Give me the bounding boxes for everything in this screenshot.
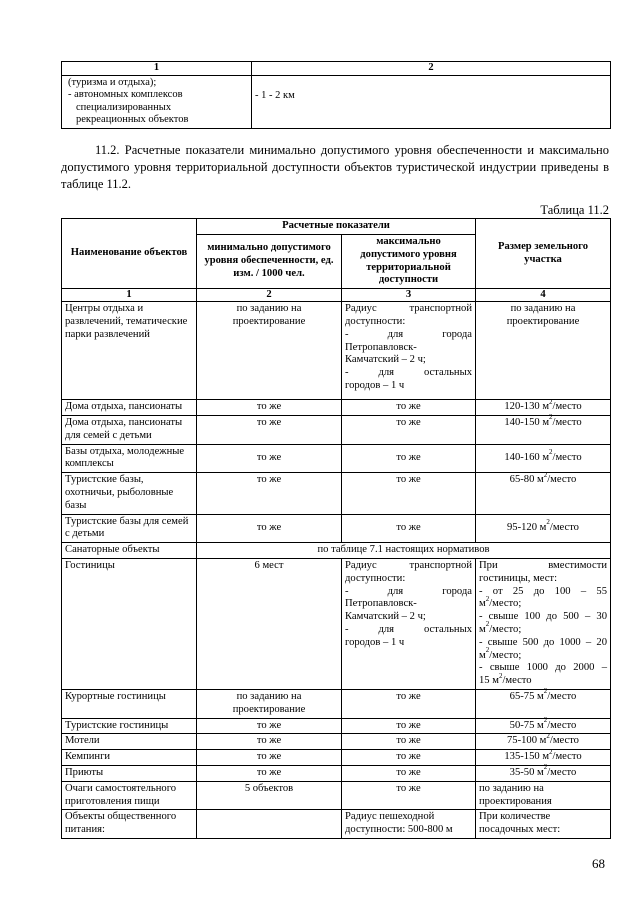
table-row [62, 781, 611, 810]
cell-merged: по таблице 7.1 настоящих нормативов [197, 543, 611, 559]
table-row [62, 444, 611, 473]
table-row [62, 718, 611, 734]
cell-max: то же [342, 734, 476, 750]
cell-min: то же [197, 734, 342, 750]
superscript: 2 [543, 687, 548, 696]
paragraph-text: 11.2. Расчетные показатели минимально допустимого уровня обеспеченности и максимально допустимого уровня территориальной доступности объектов туристической индустрии приведены в таблице 11.2. [61, 143, 609, 191]
superscript: 2 [543, 470, 548, 479]
header-area: Размер земельного участка [476, 219, 611, 289]
cell-line: - для города [345, 585, 472, 597]
cell-line: При вместимости [479, 559, 607, 571]
cell-name: Курортные гостиницы [62, 689, 197, 718]
superscript: 2 [485, 620, 490, 629]
cell-area: 140-150 $м^2$/место [476, 415, 611, 444]
cell-min: по заданию на проектирование [197, 302, 342, 400]
cell-max: то же [342, 781, 476, 810]
header-name: Наименование объектов [62, 219, 197, 289]
cell-max [342, 558, 476, 689]
table-row [62, 689, 611, 718]
table-header-row [62, 62, 611, 76]
cell-name: Туристские базы, охотничьи, рыболовные базы [62, 473, 197, 514]
cell-line: городов – 1 ч [345, 379, 405, 391]
table-row [62, 75, 611, 128]
cell-min: то же [197, 718, 342, 734]
table-row [62, 400, 611, 416]
table-row [62, 734, 611, 750]
cell-min: 6 мест [197, 558, 342, 689]
cell-line: доступности: [345, 315, 406, 327]
cell-area [476, 558, 611, 689]
cell-line: гостиницы, мест: [479, 572, 558, 584]
cell-min [197, 810, 342, 839]
table-number-row [62, 289, 611, 302]
table-cell [252, 75, 611, 128]
cell-line: доступности: [345, 572, 406, 584]
column-number: 2 [252, 62, 611, 76]
superscript: 2 [549, 448, 553, 457]
cell-line: - 1 - 2 км [255, 89, 295, 101]
cell-min: то же [197, 415, 342, 444]
cell-name: Кемпинги [62, 750, 197, 766]
cell-min: то же [197, 473, 342, 514]
table-row [62, 543, 611, 559]
table-row [62, 415, 611, 444]
header-min-level: минимально допустимого уровня обеспеченности, ед. изм. / 1000 чел. [197, 235, 342, 289]
cell-name: Мотели [62, 734, 197, 750]
cell-area: При количестве посадочных мест: [476, 810, 611, 839]
cell-name: Дома отдыха, пансионаты для семей с детьми [62, 415, 197, 444]
cell-max: то же [342, 444, 476, 473]
cell-line: (туризма и отдыха); [68, 76, 157, 88]
cell-line: $м^2$/место; [479, 620, 522, 635]
cell-line: - свыше 100 до 500 – 30 [479, 611, 607, 623]
cell-name: Очаги самостоятельного приготовления пищи [62, 781, 197, 810]
superscript: 2 [485, 594, 490, 603]
cell-line: Радиус транспортной [345, 303, 472, 315]
continuation-table [61, 61, 611, 129]
superscript: 2 [543, 763, 548, 772]
column-number: 1 [62, 62, 252, 76]
table-cell [62, 75, 252, 128]
cell-name: Базы отдыха, молодежные комплексы [62, 444, 197, 473]
cell-name: Приюты [62, 765, 197, 781]
table-row [62, 558, 611, 689]
cell-max: то же [342, 689, 476, 718]
superscript: 2 [543, 715, 548, 724]
cell-line: специализированных [76, 101, 172, 113]
cell-area: 35-50 $м^2$/место [476, 765, 611, 781]
cell-area: 50-75 $м^2$/место [476, 718, 611, 734]
cell-line: - автономных комплексов [68, 89, 183, 101]
cell-area: 75-100 $м^2$/место [476, 734, 611, 750]
cell-line: Камчатский – 2 ч; [345, 354, 426, 366]
column-number: 1 [62, 289, 197, 302]
table-caption: Таблица 11.2 [540, 203, 609, 217]
superscript: 2 [485, 646, 490, 654]
cell-line: - свыше 500 до 1000 – 20 [479, 636, 607, 648]
cell-name: Центры отдыха и развлечений, тематические парки развлечений [62, 302, 197, 400]
superscript: 2 [549, 413, 553, 422]
table-row [62, 514, 611, 543]
cell-area: 120-130 $м^2$/место [476, 400, 611, 416]
column-number: 3 [342, 289, 476, 302]
cell-min: то же [197, 514, 342, 543]
cell-line: - от 25 до 100 – 55 [479, 585, 607, 597]
cell-max: то же [342, 514, 476, 543]
cell-line: - для города [345, 328, 472, 340]
indicators-table [61, 218, 611, 839]
cell-line: $м^2$/место; [479, 594, 522, 610]
cell-max: то же [342, 400, 476, 416]
cell-line: рекреационных объектов [76, 114, 189, 126]
cell-area: 95-120 $м^2$/место [476, 514, 611, 543]
cell-area: 65-80 $м^2$/место [476, 473, 611, 514]
cell-line: Петропавловск- [345, 341, 417, 353]
superscript: 2 [498, 671, 503, 680]
cell-max: то же [342, 750, 476, 766]
table-row [62, 302, 611, 400]
column-number: 4 [476, 289, 611, 302]
column-number: 2 [197, 289, 342, 302]
cell-area: по заданию на проектирования [476, 781, 611, 810]
cell-min: то же [197, 444, 342, 473]
cell-line: - для остальных [345, 623, 472, 635]
superscript: 2 [549, 747, 553, 756]
cell-max: то же [342, 415, 476, 444]
cell-line: 15 $м^2$/место [479, 671, 532, 687]
cell-name: Дома отдыха, пансионаты [62, 400, 197, 416]
cell-max: то же [342, 473, 476, 514]
table-row [62, 810, 611, 839]
page-number: 68 [592, 856, 605, 871]
superscript: 2 [546, 518, 550, 527]
superscript: 2 [549, 397, 553, 406]
cell-line: - свыше 1000 до 2000 – [479, 662, 607, 674]
cell-min: то же [197, 400, 342, 416]
table-row [62, 750, 611, 766]
cell-min: то же [197, 750, 342, 766]
cell-name: Объекты общественного питания: [62, 810, 197, 839]
superscript: 2 [546, 731, 550, 740]
cell-min: то же [197, 765, 342, 781]
table-row [62, 473, 611, 514]
cell-line: - для остальных [345, 367, 472, 379]
cell-max: то же [342, 718, 476, 734]
cell-line: Петропавловск- [345, 598, 417, 610]
header-group: Расчетные показатели [197, 219, 476, 235]
table-header-row [62, 219, 611, 235]
body-paragraph [61, 142, 609, 193]
cell-line: $м^2$/место; [479, 646, 522, 661]
cell-max: Радиус пешеходной доступности: 500-800 м [342, 810, 476, 839]
header-max-level: максимально допустимого уровня территориальной доступности [342, 235, 476, 289]
cell-name: Туристские гостиницы [62, 718, 197, 734]
cell-max: то же [342, 765, 476, 781]
table-row [62, 765, 611, 781]
cell-area: 135-150 $м^2$/место [476, 750, 611, 766]
cell-min: 5 объектов [197, 781, 342, 810]
cell-area: 65-75 $м^2$/место [476, 689, 611, 718]
cell-name: Гостиницы [62, 558, 197, 689]
cell-line: городов – 1 ч [345, 636, 405, 648]
cell-name: Санаторные объекты [62, 543, 197, 559]
cell-max [342, 302, 476, 400]
cell-line: Радиус транспортной [345, 559, 472, 571]
cell-name: Туристские базы для семей с детьми [62, 514, 197, 543]
cell-area: 140-160 $м^2$/место [476, 444, 611, 473]
cell-line: Камчатский – 2 ч; [345, 611, 426, 623]
cell-min: по заданию на проектирование [197, 689, 342, 718]
cell-area: по заданию на проектирование [476, 302, 611, 400]
